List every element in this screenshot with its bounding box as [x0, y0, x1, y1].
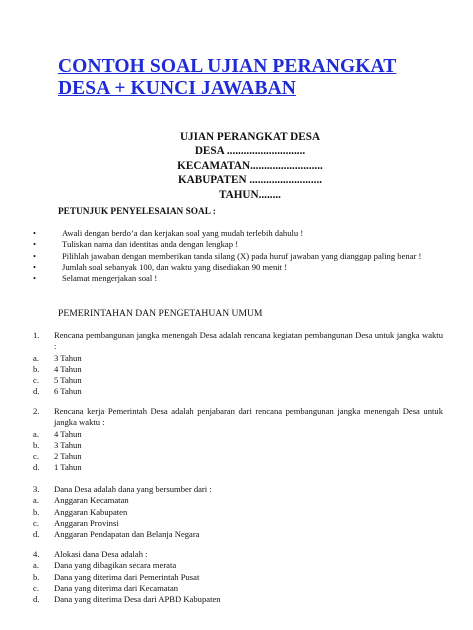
option-letter: d. [33, 594, 40, 605]
option-letter: b. [33, 506, 40, 517]
answer-option [33, 529, 443, 540]
answer-option [33, 507, 443, 518]
section-heading: PEMERINTAHAN DAN PENGETAHUAN UMUM [58, 308, 263, 319]
question-number: 3. [33, 484, 40, 494]
answer-option [33, 375, 443, 386]
answer-option [33, 451, 443, 462]
option-letter: b. [33, 571, 40, 582]
instruction-text: Pilihlah jawaban dengan memberikan tanda silang (X) pada huruf jawaban yang dianggap paling benar ! [62, 250, 422, 261]
option-letter: a. [33, 352, 39, 363]
option-letter: a. [33, 560, 39, 571]
option-text: Anggaran Pendapatan dan Belanja Negara [54, 529, 200, 540]
answer-option [33, 429, 443, 440]
option-text: 6 Tahun [54, 386, 82, 397]
option-text: Dana yang diterima dari Kecamatan [54, 582, 179, 593]
question-text-row [33, 330, 443, 353]
header-line: KABUPATEN .......................... [177, 174, 323, 187]
answer-option [33, 364, 443, 375]
question-text-row [33, 549, 443, 560]
option-text: Dana yang diterima dari Pemerintah Pusat [54, 571, 200, 582]
question-number: 4. [33, 549, 40, 559]
instructions-heading: PETUNJUK PENYELESAIAN SOAL : [58, 207, 216, 217]
instruction-text: Tuliskan nama dan identitas anda dengan lengkap ! [62, 239, 239, 250]
header-line: TAHUN........ [219, 188, 281, 201]
option-text: 3 Tahun [54, 352, 82, 363]
instructions-list [33, 228, 443, 284]
option-text: 4 Tahun [54, 363, 82, 374]
option-letter: c. [33, 517, 39, 528]
answer-option [33, 518, 443, 529]
option-text: 2 Tahun [54, 451, 82, 462]
bullet-icon: • [33, 228, 37, 238]
answer-option [33, 386, 443, 397]
bullet-icon: • [33, 261, 37, 272]
instruction-text: Selamat mengerjakan soal ! [62, 273, 158, 284]
option-letter: c. [33, 451, 39, 462]
answer-option [33, 583, 443, 594]
option-letter: b. [33, 363, 40, 374]
list-item [33, 262, 443, 273]
option-text: Anggaran Kabupaten [54, 506, 128, 517]
question-text: Rencana kerja Pemerintah Desa adalah penjabaran dari rencana pembangunan jangka menengah Desa untuk jangka waktu : [54, 406, 443, 428]
option-text: Anggaran Provinsi [54, 517, 119, 528]
option-letter: c. [33, 582, 39, 593]
question-number: 2. [33, 406, 40, 416]
option-letter: c. [33, 375, 39, 386]
list-item [33, 228, 443, 239]
title-line: CONTOH SOAL UJIAN PERANGKAT [58, 56, 397, 77]
option-text: Anggaran Kecamatan [54, 495, 129, 506]
list-item [33, 251, 443, 262]
answer-option [33, 560, 443, 571]
list-item [33, 273, 443, 284]
instruction-text: Awali dengan berdo’a dan kerjakan soal yang mudah terlebih dahulu ! [62, 228, 304, 238]
question-text-row [33, 406, 443, 429]
question-4 [33, 549, 443, 605]
option-letter: d. [33, 386, 40, 397]
instruction-text: Jumlah soal sebanyak 100, dan waktu yang disediakan 90 menit ! [62, 261, 288, 272]
answer-option [33, 495, 443, 506]
answer-option [33, 572, 443, 583]
question-text: Rencana pembangunan jangka menengah Desa adalah rencana kegiatan pembangunan Desa untuk jangka waktu : [54, 330, 443, 352]
question-text: Dana Desa adalah dana yang bersumber dari : [54, 484, 212, 494]
option-text: Dana yang diterima Desa dari APBD Kabupaten [54, 594, 221, 605]
question-number: 1. [33, 330, 40, 340]
question-3 [33, 484, 443, 540]
option-text: 5 Tahun [54, 375, 82, 386]
bullet-icon: • [33, 250, 37, 261]
option-text: 1 Tahun [54, 462, 82, 473]
bullet-icon: • [33, 273, 37, 284]
title-line: DESA + KUNCI JAWABAN [58, 78, 296, 99]
list-item [33, 239, 443, 250]
bullet-icon: • [33, 239, 37, 250]
answer-option [33, 440, 443, 451]
option-letter: a. [33, 428, 39, 439]
option-text: 4 Tahun [54, 428, 82, 439]
question-text: Alokasi dana Desa adalah : [54, 549, 148, 559]
answer-option [33, 462, 443, 473]
question-1 [33, 330, 443, 398]
header-line: UJIAN PERANGKAT DESA [179, 131, 321, 143]
option-text: 3 Tahun [54, 439, 82, 450]
option-letter: d. [33, 529, 40, 540]
header-line: DESA ............................ [194, 145, 306, 158]
option-letter: d. [33, 462, 40, 473]
option-text: Dana yang dibagikan secara merata [54, 560, 177, 571]
exam-header [150, 130, 350, 202]
answer-option [33, 594, 443, 605]
option-letter: a. [33, 495, 39, 506]
answer-option [33, 353, 443, 364]
document-title [58, 56, 458, 100]
option-letter: b. [33, 439, 40, 450]
question-2 [33, 406, 443, 474]
question-text-row [33, 484, 443, 495]
header-line: KECAMATAN.......................... [177, 159, 323, 172]
